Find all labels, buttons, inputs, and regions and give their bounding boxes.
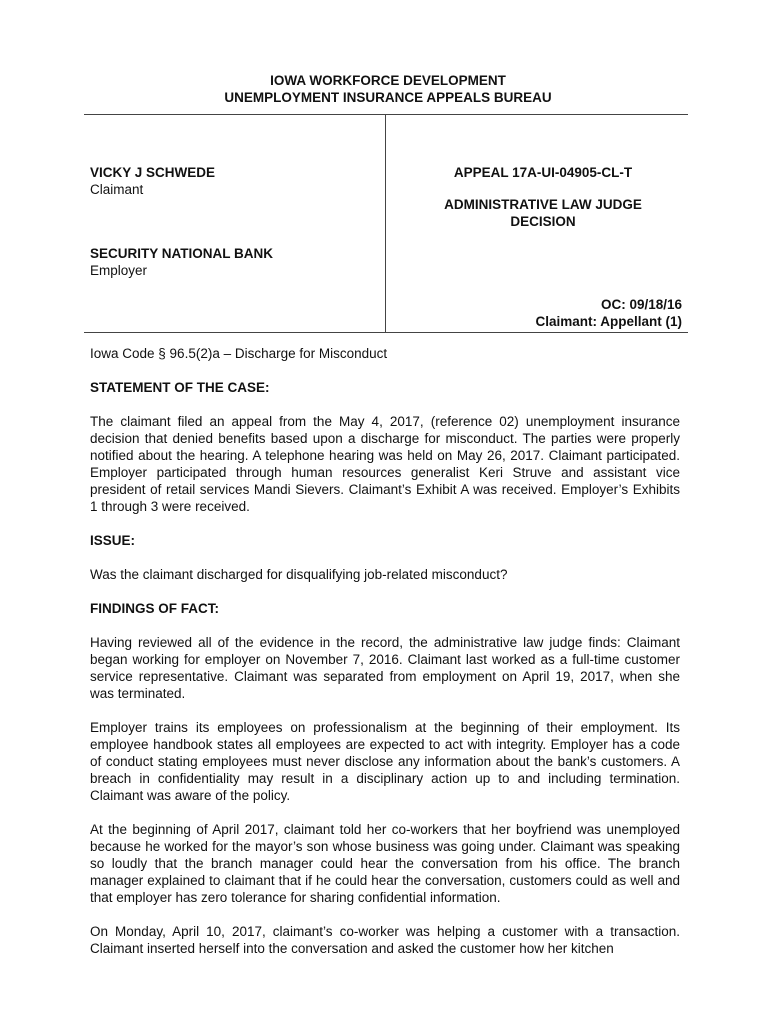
agency-name: IOWA WORKFORCE DEVELOPMENT	[270, 73, 506, 88]
agency-header	[90, 72, 686, 106]
oc-block	[400, 296, 682, 330]
claimant-block	[90, 164, 215, 198]
appeal-number: APPEAL 17A-UI-04905-CL-T	[453, 165, 633, 180]
findings-heading: FINDINGS OF FACT:	[90, 601, 219, 616]
decision-body	[90, 345, 680, 957]
bureau-name: UNEMPLOYMENT INSURANCE APPEALS BUREAU	[224, 90, 552, 105]
employer-block	[90, 245, 273, 279]
oc-date: OC: 09/18/16	[600, 297, 682, 312]
findings-paragraph-3: At the beginning of April 2017, claimant told her co-workers that her boyfriend was unemployed because he worked for the mayor’s son whose business was going under. Claimant was speaking so loudly that the branch manager could hear the conversation from his office. The branch manager explained to claimant that if he could hear the conversation, customers could as well and that employer has zero tolerance for sharing confidential information.	[90, 822, 680, 905]
caption-top-rule	[84, 114, 688, 115]
statement-paragraph: The claimant filed an appeal from the May 4, 2017, (reference 02) unemployment insurance decision that denied benefits based upon a discharge for misconduct. The parties were properly notified about the hearing. A telephone hearing was held on May 26, 2017. Claimant participated. Employer participated through human resources generalist Keri Struve and assistant vice president of retail services Mandi Sievers. Claimant’s Exhibit A was received. Employer’s Exhibits 1 through 3 were received.	[90, 414, 680, 514]
caption-divider	[385, 115, 386, 332]
appellant-line: Claimant: Appellant (1)	[535, 314, 682, 329]
claimant-name: VICKY J SCHWEDE	[90, 165, 216, 180]
employer-name: SECURITY NATIONAL BANK	[90, 246, 274, 261]
caption-bottom-rule	[84, 332, 688, 333]
claimant-role: Claimant	[90, 182, 144, 197]
statement-heading: STATEMENT OF THE CASE:	[90, 380, 270, 395]
findings-paragraph-4: On Monday, April 10, 2017, claimant’s co-worker was helping a customer with a transaction. Claimant inserted herself into the conversation and asked the customer how her kitchen	[90, 924, 680, 956]
issue-heading: ISSUE:	[90, 533, 136, 548]
findings-paragraph-2: Employer trains its employees on professionalism at the beginning of their employment. Its employee handbook states all employees are expected to act with integrity. Employer has a code of conduct stating employees must never disclose any information about the bank’s customers. A breach in confidentiality may result in a disciplinary action up to and including termination. Claimant was aware of the policy.	[90, 720, 680, 803]
code-line: Iowa Code § 96.5(2)a – Discharge for Misconduct	[90, 346, 388, 361]
decision-title-line2: DECISION	[510, 214, 576, 229]
decision-title	[400, 196, 686, 230]
decision-title-line1: ADMINISTRATIVE LAW JUDGE	[444, 197, 642, 212]
employer-role: Employer	[90, 263, 148, 278]
issue-paragraph: Was the claimant discharged for disqualifying job-related misconduct?	[90, 567, 508, 582]
findings-paragraph-1: Having reviewed all of the evidence in the record, the administrative law judge finds: Claimant began working for employer on November 7, 2016. Claimant last worked as a full-time customer service representative. Claimant was separated from employment on April 19, 2017, when she was terminated.	[90, 635, 680, 701]
